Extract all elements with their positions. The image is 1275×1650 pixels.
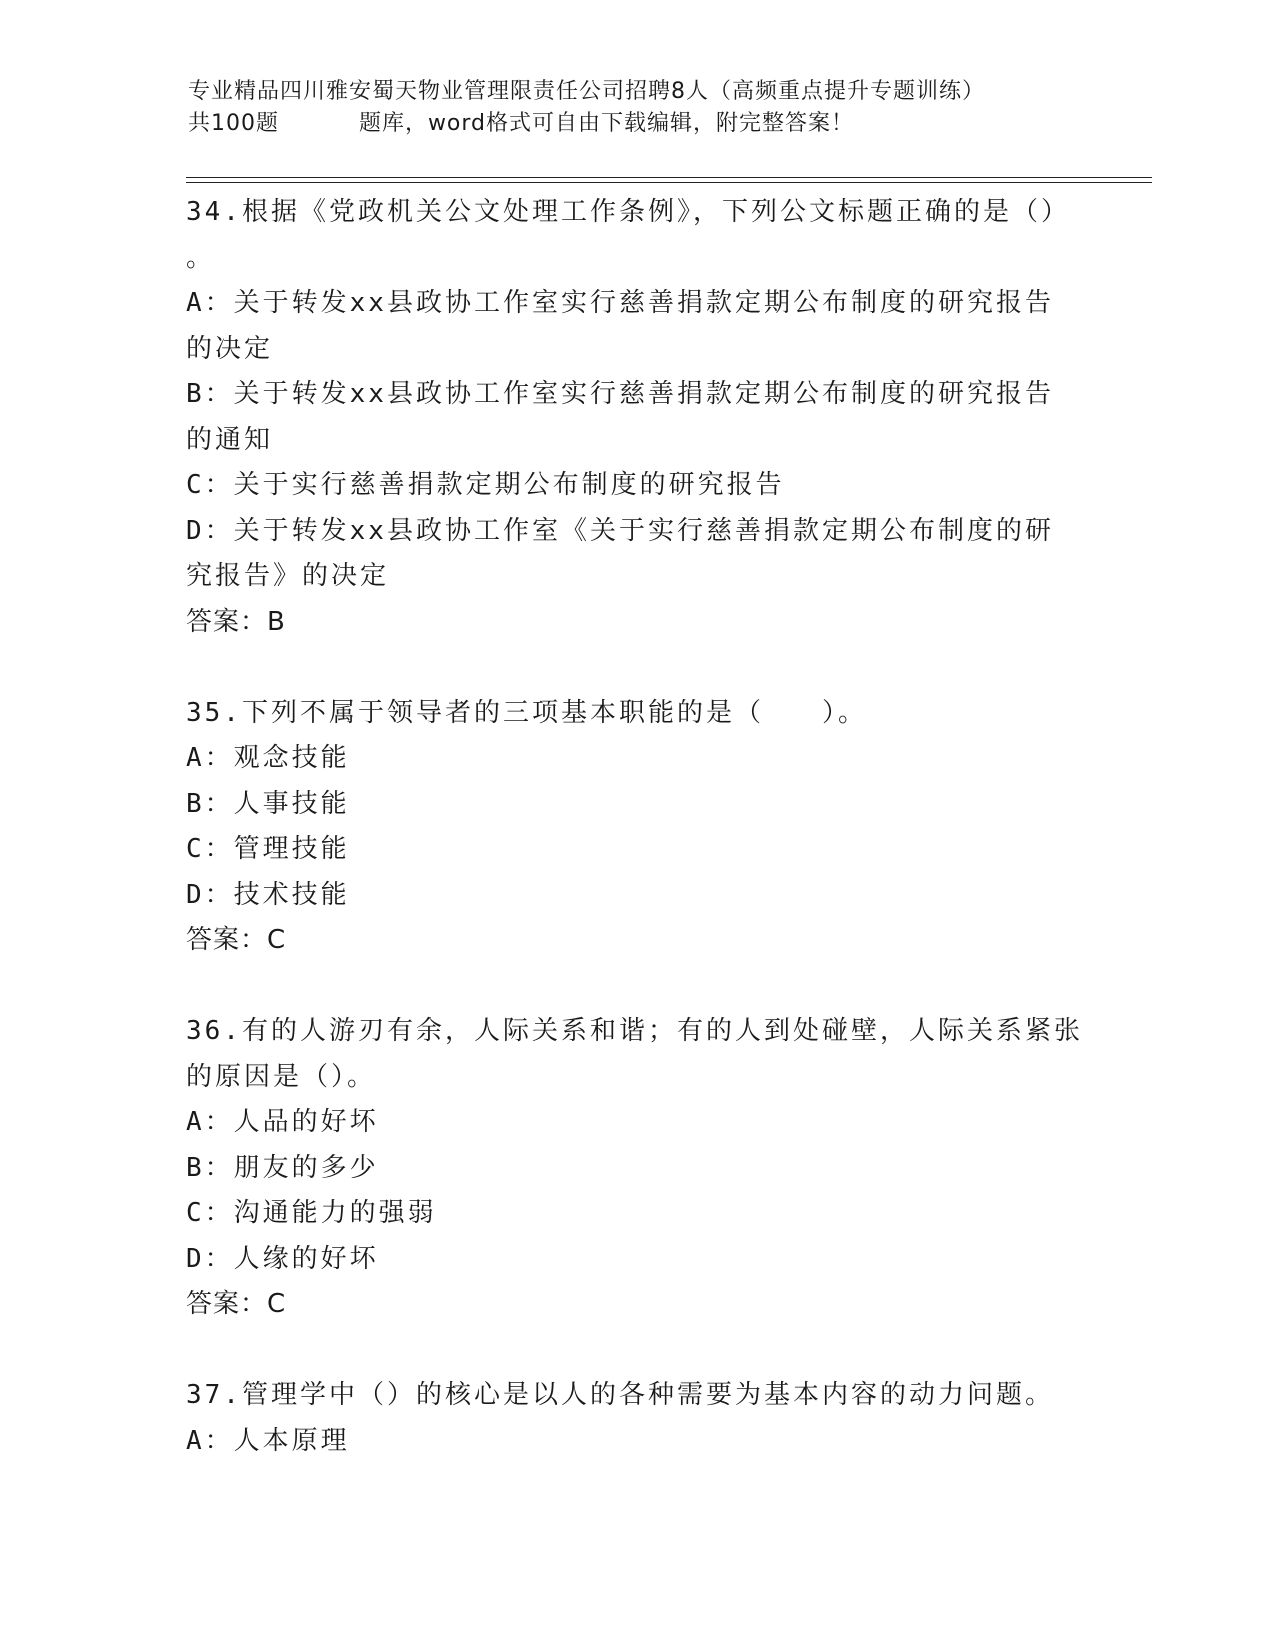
question-stem-line: 。 (186, 242, 216, 273)
option-line: C：管理技能 (186, 834, 350, 864)
question-block (186, 190, 1086, 691)
option-line: A：观念技能 (186, 743, 350, 773)
header-description: 题库，word格式可自由下载编辑，附完整答案！ (358, 111, 855, 136)
option-line: D：人缘的好坏 (186, 1243, 379, 1274)
question-spacer (186, 1328, 1086, 1374)
question-stem-line: 37.管理学中（）的核心是以人的各种需要为基本内容的动力问题。 (186, 1380, 1054, 1410)
option-line: C：关于实行慈善捐款定期公布制度的研究报告 (186, 470, 785, 500)
question-block (186, 1373, 1086, 1464)
question-block (186, 1009, 1086, 1373)
option-line: D：关于转发xx县政协工作室《关于实行慈善捐款定期公布制度的研 (186, 515, 1054, 546)
answer-line: 答案：B (186, 606, 286, 637)
question-stem-line: 35.下列不属于领导者的三项基本职能的是（ ）。 (186, 697, 867, 728)
answer-line: 答案：C (186, 1289, 287, 1319)
option-line: A：人品的好坏 (186, 1107, 379, 1137)
question-stem-line: 36.有的人游刃有余，人际关系和谐；有的人到处碰壁，人际关系紧张 (186, 1016, 1083, 1046)
header-question-count: 共100题 (188, 111, 279, 136)
header-line-1: 专业精品四川雅安蜀天物业管理限责任公司招聘8人（高频重点提升专题训练） (188, 79, 985, 104)
header-rule-bottom (186, 182, 1152, 183)
option-line: 究报告》的决定 (186, 561, 390, 591)
option-line: B：朋友的多少 (186, 1152, 379, 1183)
option-line: A：关于转发xx县政协工作室实行慈善捐款定期公布制度的研究报告 (186, 288, 1054, 318)
header-rule-top (186, 177, 1152, 178)
option-line: B：关于转发xx县政协工作室实行慈善捐款定期公布制度的研究报告 (186, 379, 1054, 409)
option-line: 的通知 (186, 424, 274, 455)
question-stem-line: 34.根据《党政机关公文处理工作条例》，下列公文标题正确的是（） (186, 197, 1070, 227)
option-line: 的决定 (186, 333, 274, 364)
question-list (186, 190, 1086, 1464)
question-block (186, 691, 1086, 1010)
header-line-2 (188, 108, 1088, 140)
question-stem-line: 的原因是（）。 (186, 1061, 377, 1092)
option-line: C：沟通能力的强弱 (186, 1198, 437, 1228)
option-line: D：技术技能 (186, 879, 350, 910)
option-line: B：人事技能 (186, 788, 350, 819)
option-line: A：人本原理 (186, 1425, 350, 1456)
answer-line: 答案：C (186, 925, 287, 955)
document-header (188, 76, 1088, 140)
question-spacer (186, 645, 1086, 691)
question-spacer (186, 964, 1086, 1010)
